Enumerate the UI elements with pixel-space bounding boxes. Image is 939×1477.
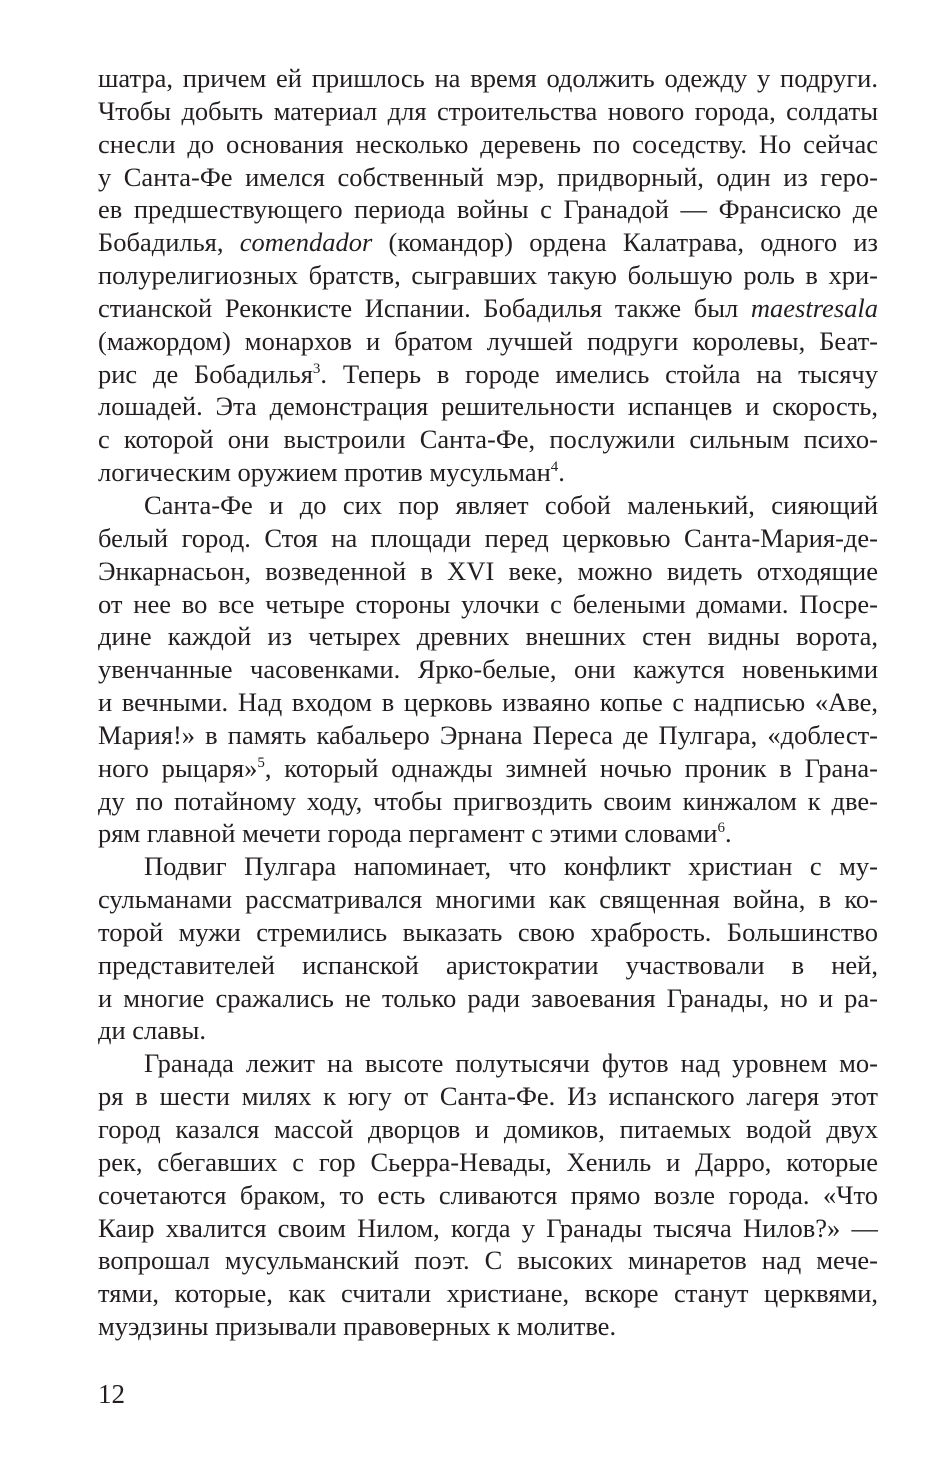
text-line: вопрошал мусульманский поэт. С высоких минаретов над мече- [98,1245,878,1276]
text-line [98,358,878,391]
text-line: шатра, причем ей пришлось на время одолжить одежду у подруги. [98,63,878,93]
text-line: представителей испанской аристократии участвовали в ней, [98,949,878,980]
text-line: сульманами рассматривался многими как священная война, в ко- [98,884,878,915]
page-number: 12 [98,1379,125,1409]
text-line [98,292,878,325]
text-line: ди славы. [98,1015,206,1046]
italic-term: comendador [239,227,373,258]
text-line: от нее во все четыре стороны улочки с белеными домами. Посре- [98,588,878,619]
italic-term: maestresala [750,292,878,323]
text-line: тями, которые, как считали христиане, вскоре станут церквями, [98,1278,878,1309]
footnote-reference: 5 [257,754,265,771]
text-line: рек, сбегавших с гор Сьерра-Невады, Хениль и Дарро, которые [98,1146,878,1177]
text-run: (командор) ордена Калатрава, одного из [372,227,878,258]
text-run: . Теперь в городе имелись стойла на тысячу [320,358,878,389]
text-line: ду по потайному ходу, чтобы пригвоздить своим кинжалом к две- [98,785,878,816]
text-line: торой мужи стремились выказать свою храбрость. Большинство [98,916,878,947]
text-line: Чтобы добыть материал для строительства нового города, солдаты [98,95,878,126]
text-line: с которой они выстроили Санта-Фе, послужили сильным психо- [98,424,878,455]
text-line [98,752,878,785]
text-line: Каир хвалится своим Нилом, когда у Гранады тысяча Нилов?» — [98,1212,878,1243]
text-line: и многие сражались не только ради завоевания Гранады, но и ра- [98,982,878,1013]
text-run: рям главной мечети города пергамент с этими словами [98,818,718,849]
paragraph [98,62,878,489]
paragraph [98,489,878,850]
text-line: снесли до основания несколько деревень по соседству. Но сейчас [98,128,878,159]
paragraph [98,1047,878,1343]
footnote-reference: 4 [550,459,559,476]
text-line: увенчанные часовенками. Ярко-белые, они кажутся новенькими [98,654,878,685]
text-line [98,226,878,259]
text-line: ря в шести милях к югу от Санта-Фе. Из испанского лагеря этот [98,1081,878,1112]
text-line: Гранада лежит на высоте полутысячи футов над уровнем мо- [144,1048,878,1079]
text-line: сочетаются браком, то есть сливаются прямо возле города. «Что [98,1179,878,1210]
text-run: Бобадилья, [98,227,240,258]
text-line: Подвиг Пулгара напоминает, что конфликт христиан с му- [144,851,878,882]
text-line: и вечными. Над входом в церковь изваяно копье с надписью «Аве, [98,687,878,718]
text-run: логическим оружием против мусульман [98,457,551,488]
text-line: полурелигиозных братств, сыгравших такую большую роль в хри- [98,260,878,291]
text-line [98,456,878,489]
text-run: ного рыцаря» [98,752,258,783]
text-run: рис де Бобадилья [98,358,313,389]
text-line: муэдзины призывали правоверных к молитве. [98,1311,617,1342]
page-body [98,62,878,1343]
text-line [98,817,878,850]
text-line: Санта-Фе и до сих пор являет собой маленький, сияющий [144,489,878,520]
text-line: Мария!» в память кабальеро Эрнана Переса де Пулгара, «доблест- [98,719,878,750]
text-line: дине каждой из четырех древних внешних стен видны ворота, [98,621,878,652]
text-run: . [724,818,732,849]
text-line: Энкарнасьон, возведенной в XVI веке, можно видеть отходящие [98,555,878,586]
paragraph [98,850,878,1047]
text-line: белый город. Стоя на площади перед церковью Санта-Мария-де- [98,522,878,553]
text-line: (мажордом) монархов и братом лучшей подруги королевы, Беат- [98,325,878,356]
text-run: стианской Реконкисте Испании. Бобадилья также был [98,292,751,323]
text-run: . [558,457,565,488]
text-run: , который однажды зимней ночью проник в Грана- [264,752,878,783]
text-line: у Санта-Фе имелся собственный мэр, придворный, один из геро- [98,161,878,192]
footnote-reference: 3 [312,360,321,377]
text-line: ев предшествующего периода войны с Гранадой — Франсиско де [98,194,878,225]
text-line: город казался массой дворцов и домиков, питаемых водой двух [98,1114,878,1144]
footnote-reference: 6 [717,820,725,837]
text-line: лошадей. Эта демонстрация решительности испанцев и скорость, [98,391,878,422]
